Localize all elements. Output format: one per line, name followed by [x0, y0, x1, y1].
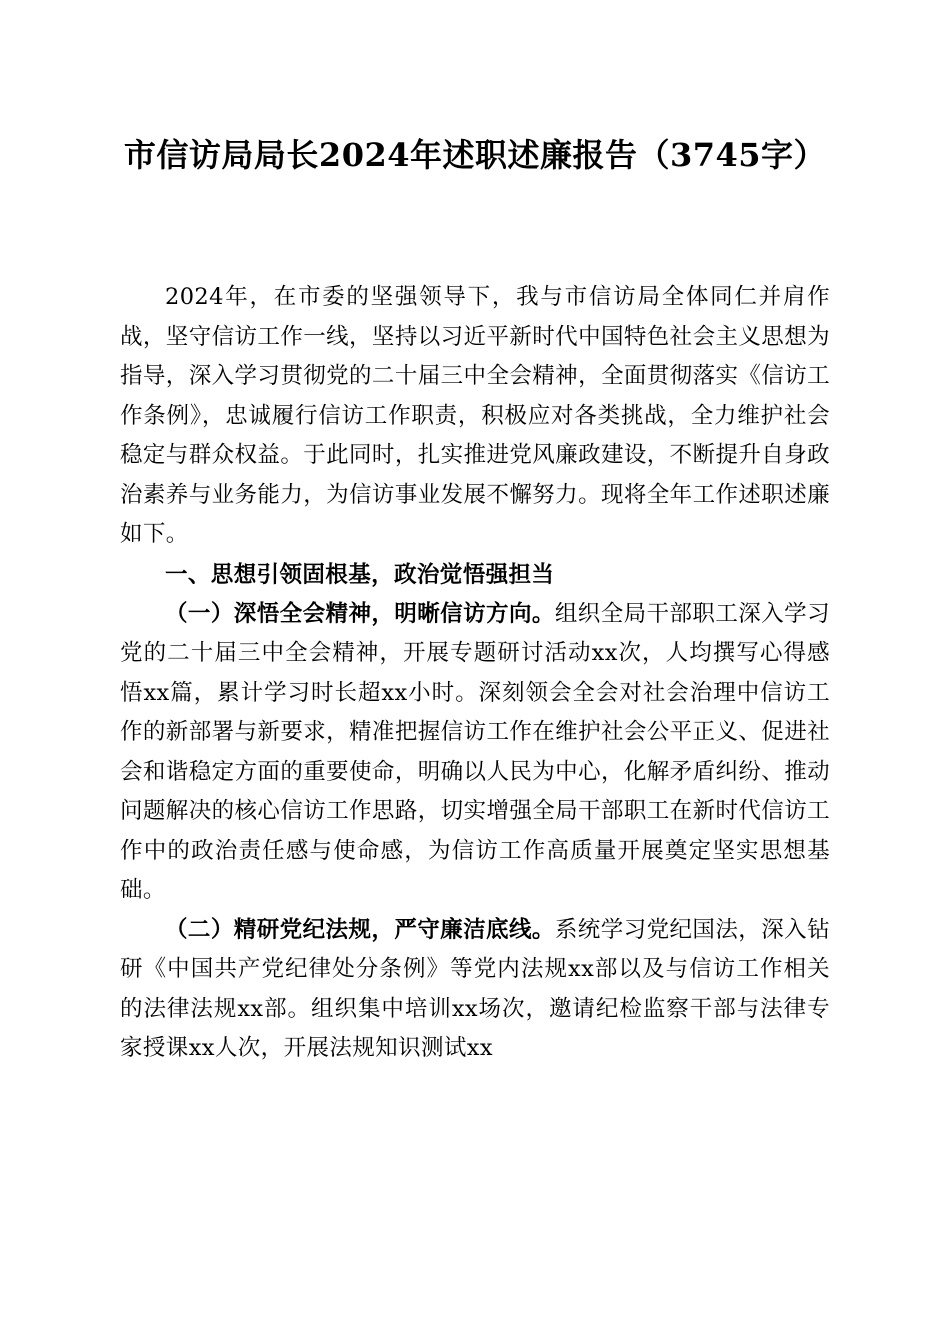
subsection-lead-1: （一）深悟全会精神，明晰信访方向。 — [165, 600, 555, 627]
document-body — [120, 278, 830, 1069]
intro-paragraph: 2024年，在市委的坚强领导下，我与市信访局全体同仁并肩作战，坚守信访工作一线，坚持以习近平新时代中国特色社会主义思想为指导，深入学习贯彻党的二十届三中全会精神，全面贯彻落实《信访工作条例》，忠诚履行信访工作职责，积极应对各类挑战，全力维护社会稳定与群众权益。于此同时，扎实推进党风廉政建设，不断提升自身政治素养与业务能力，为信访事业发展不懈努力。现将全年工作述职述廉如下。 — [120, 284, 830, 547]
subsection-text-1: 组织全局干部职工深入学习党的二十届三中全会精神，开展专题研讨活动xx次，人均撰写心得感悟xx篇，累计学习时长超xx小时。深刻领会全会对社会治理中信访工作的新部署与新要求，精准把握信访工作在维护社会公平正义、促进社会和谐稳定方面的重要使命，明确以人民为中心，化解矛盾纠纷、推动问题解决的核心信访工作思路，切实增强全局干部职工在新时代信访工作中的政治责任感与使命感，为信访工作高质量开展奠定坚实思想基础。 — [120, 600, 830, 903]
subsection-paragraph-1 — [120, 595, 830, 911]
document-title: 市信访局局长2024年述职述廉报告（3745字） — [123, 136, 827, 174]
subsection-text-2: 系统学习党纪国法，深入钻研《中国共产党纪律处分条例》等党内法规xx部以及与信访工作相关的法律法规xx部。组织集中培训xx场次，邀请纪检监察干部与法律专家授课xx人次，开展法规知识测试xx — [120, 916, 830, 1061]
section-heading: 一、思想引领固根基，政治觉悟强担当 — [165, 561, 555, 588]
subsection-paragraph-2 — [120, 911, 830, 1069]
subsection-lead-2: （二）精研党纪法规，严守廉洁底线。 — [165, 916, 555, 943]
